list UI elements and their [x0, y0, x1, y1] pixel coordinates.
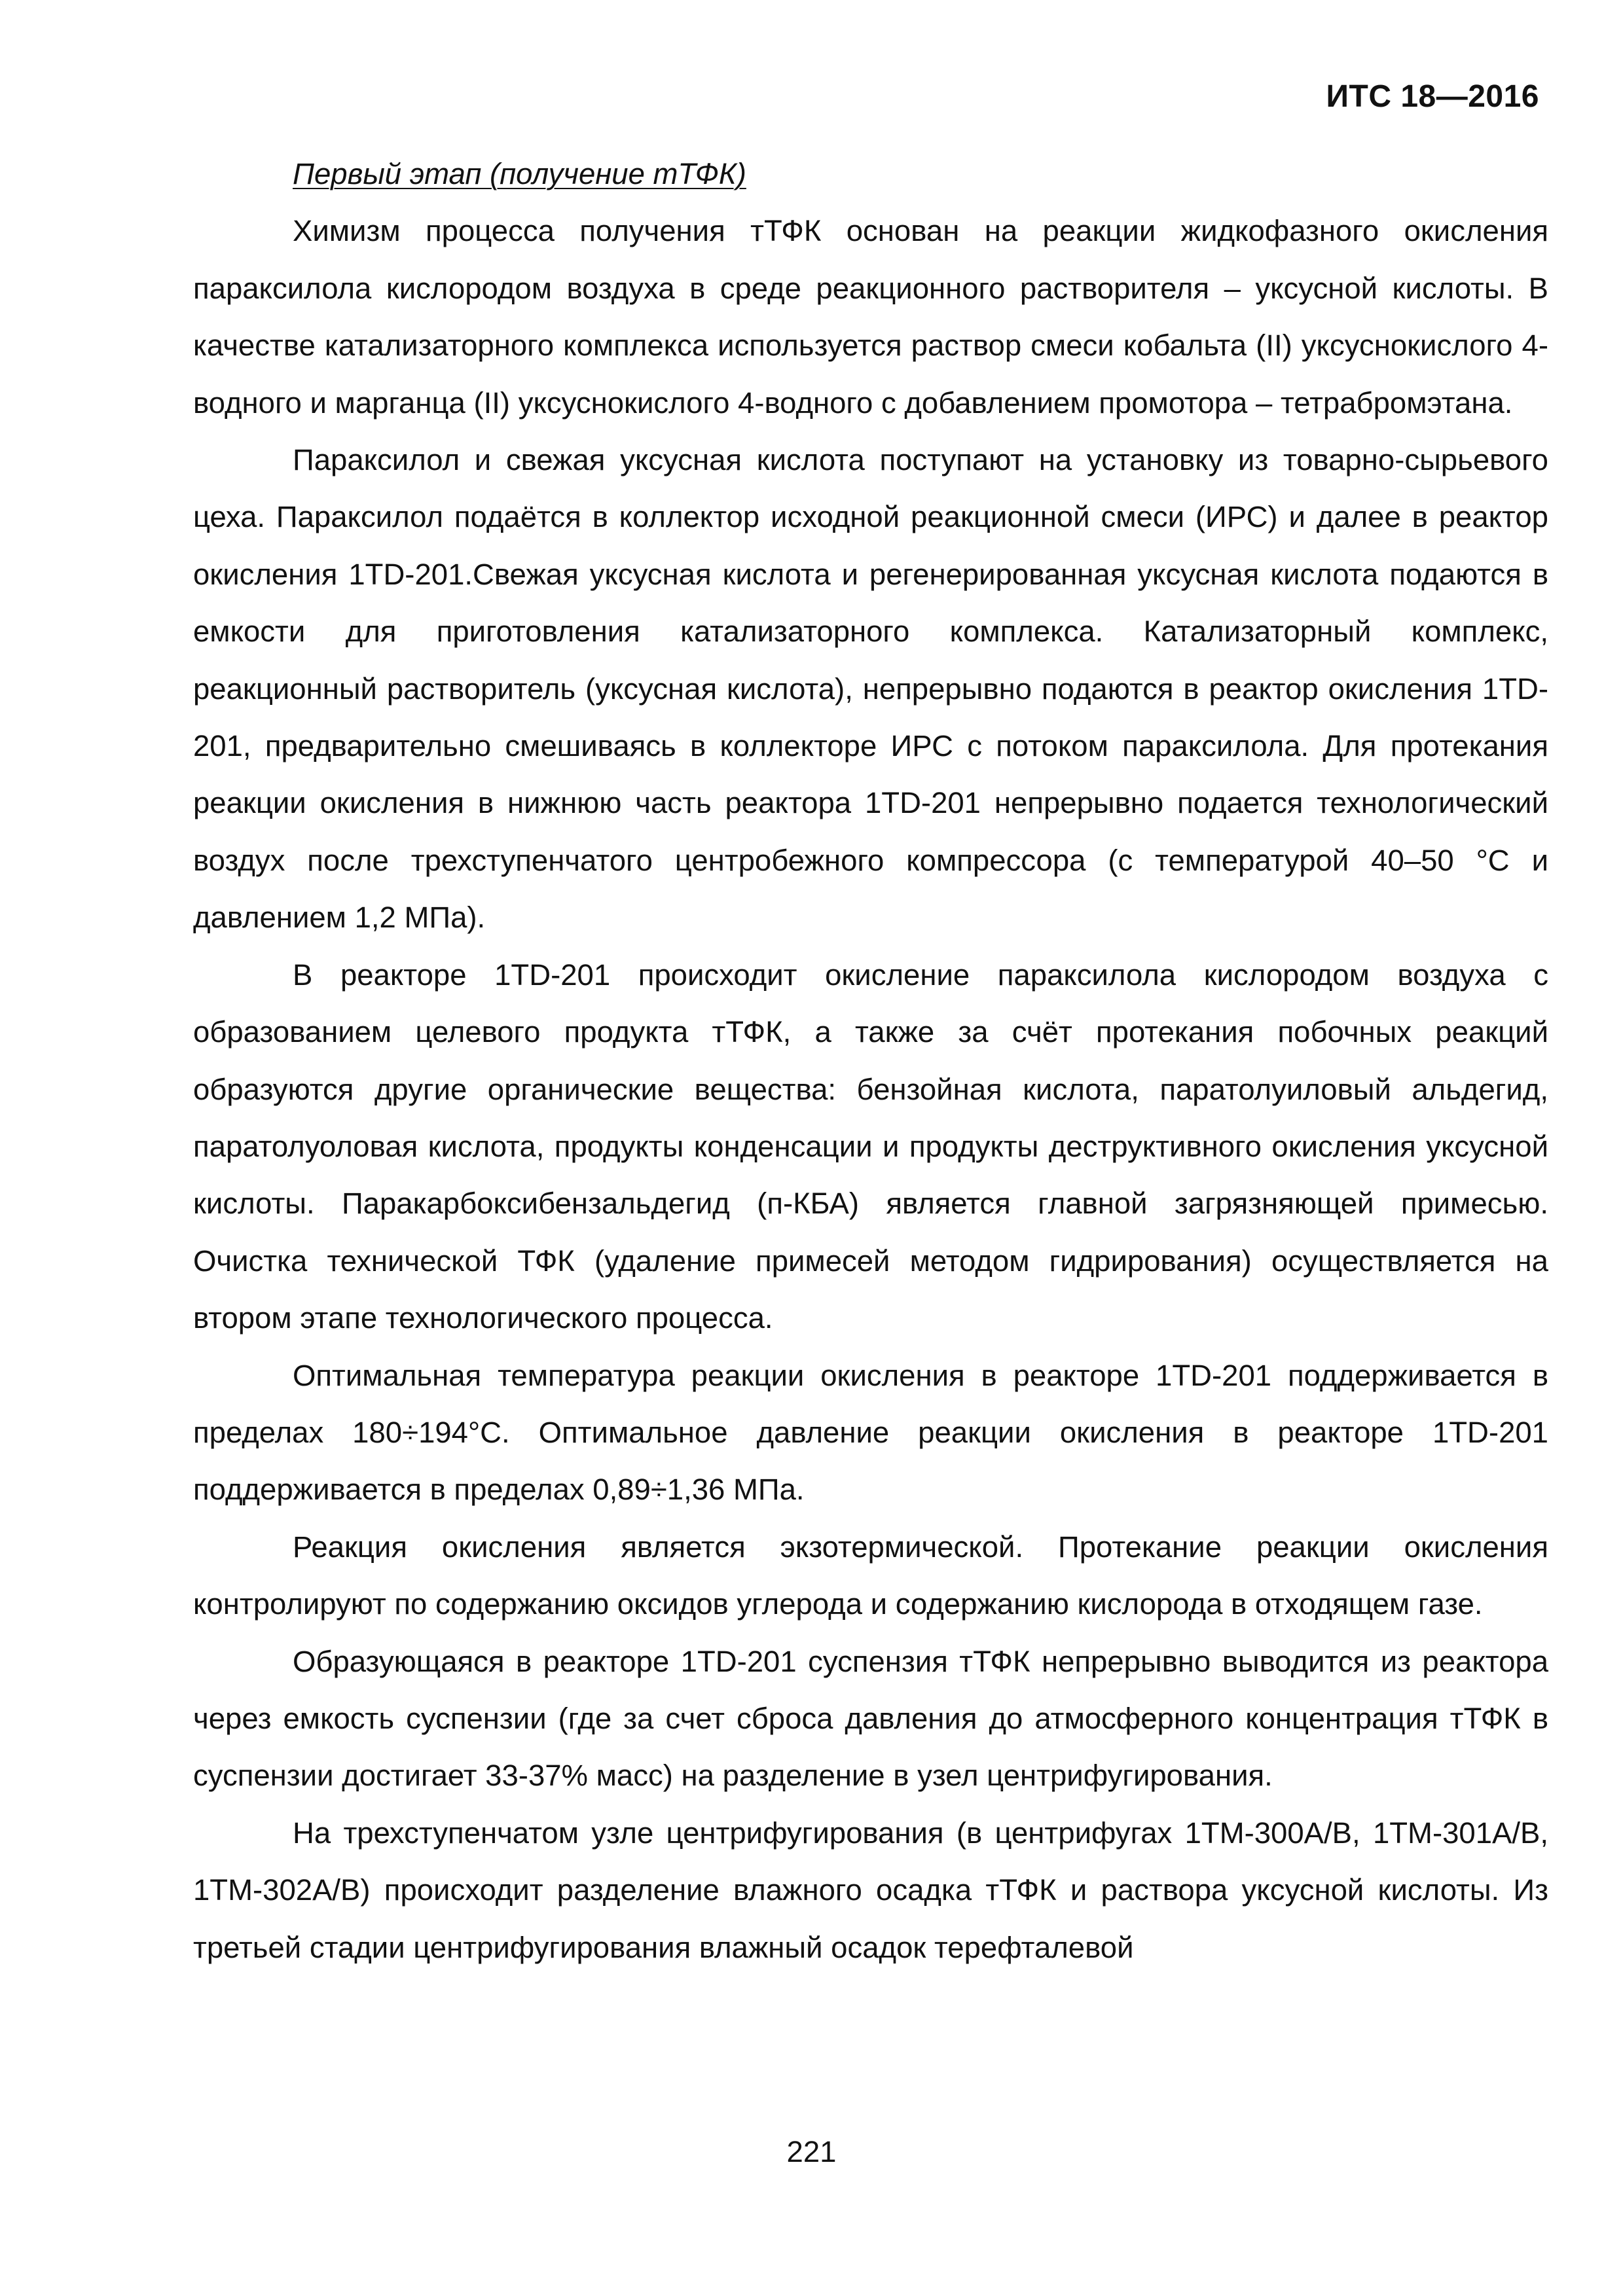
- paragraph-7: На трехступенчатом узле центрифугирования (в центрифугах 1ТМ-300А/В, 1ТМ-301А/В, 1ТМ-302А/В) происходит разделение влажного осадка тТФК и раствора уксусной кислоты. Из третьей стадии центрифугирования влажный осадок терефталевой: [193, 1816, 1548, 1964]
- paragraph-1: Химизм процесса получения тТФК основан на реакции жидкофазного окисления параксилола кислородом воздуха в среде реакционного растворителя – уксусной кислоты. В качестве катализаторного комплекса используется раствор смеси кобальта (II) уксуснокислого 4-водного и марганца (II) уксуснокислого 4-водного с добавлением промотора – тетрабромэтана.: [193, 214, 1548, 420]
- page-number: 221: [786, 2135, 837, 2168]
- paragraph-2: Параксилол и свежая уксусная кислота поступают на установку из товарно-сырьевого цеха. Параксилол подаётся в коллектор исходной реакционной смеси (ИРС) и далее в реактор окисления 1TD-201.Свежая уксусная кислота и регенерированная уксусная кислота подаются в емкости для приготовления катализаторного комплекса. Катализаторный комплекс, реакционный растворитель (уксусная кислота), непрерывно подаются в реактор окисления 1TD-201, предварительно смешиваясь в коллекторе ИРС с потоком параксилола. Для протекания реакции окисления в нижнюю часть реактора 1TD-201 непрерывно подается технологический воздух после трехступенчатого центробежного компрессора (с температурой 40–50 °С и давлением 1,2 МПа).: [193, 443, 1548, 935]
- section-subtitle: Первый этап (получение тТФК): [293, 157, 746, 190]
- paragraph-5: Реакция окисления является экзотермической. Протекание реакции окисления контролируют по содержанию оксидов углерода и содержанию кислорода в отходящем газе.: [193, 1530, 1548, 1621]
- paragraph-3: В реакторе 1TD-201 происходит окисление параксилола кислородом воздуха с образованием целевого продукта тТФК, а также за счёт протекания побочных реакций образуются другие органические вещества: бензойная кислота, паратолуиловый альдегид, паратолуоловая кислота, продукты конденсации и продукты деструктивного окисления уксусной кислоты. Паракарбоксибензальдегид (п-КБА) является главной загрязняющей примесью. Очистка технической ТФК (удаление примесей методом гидрирования) осуществляется на втором этапе технологического процесса.: [193, 958, 1548, 1335]
- page-body: [193, 145, 1548, 1976]
- document-code: ИТС 18—2016: [1326, 79, 1539, 114]
- paragraph-4: Оптимальная температура реакции окисления в реакторе 1TD-201 поддерживается в пределах 180÷194°С. Оптимальное давление реакции окисления в реакторе 1TD-201 поддерживается в пределах 0,89÷1,36 МПа.: [193, 1358, 1548, 1507]
- paragraph-6: Образующаяся в реакторе 1TD-201 суспензия тТФК непрерывно выводится из реактора через емкость суспензии (где за счет сброса давления до атмосферного концентрация тТФК в суспензии достигает 33-37% масс) на разделение в узел центрифугирования.: [193, 1644, 1548, 1793]
